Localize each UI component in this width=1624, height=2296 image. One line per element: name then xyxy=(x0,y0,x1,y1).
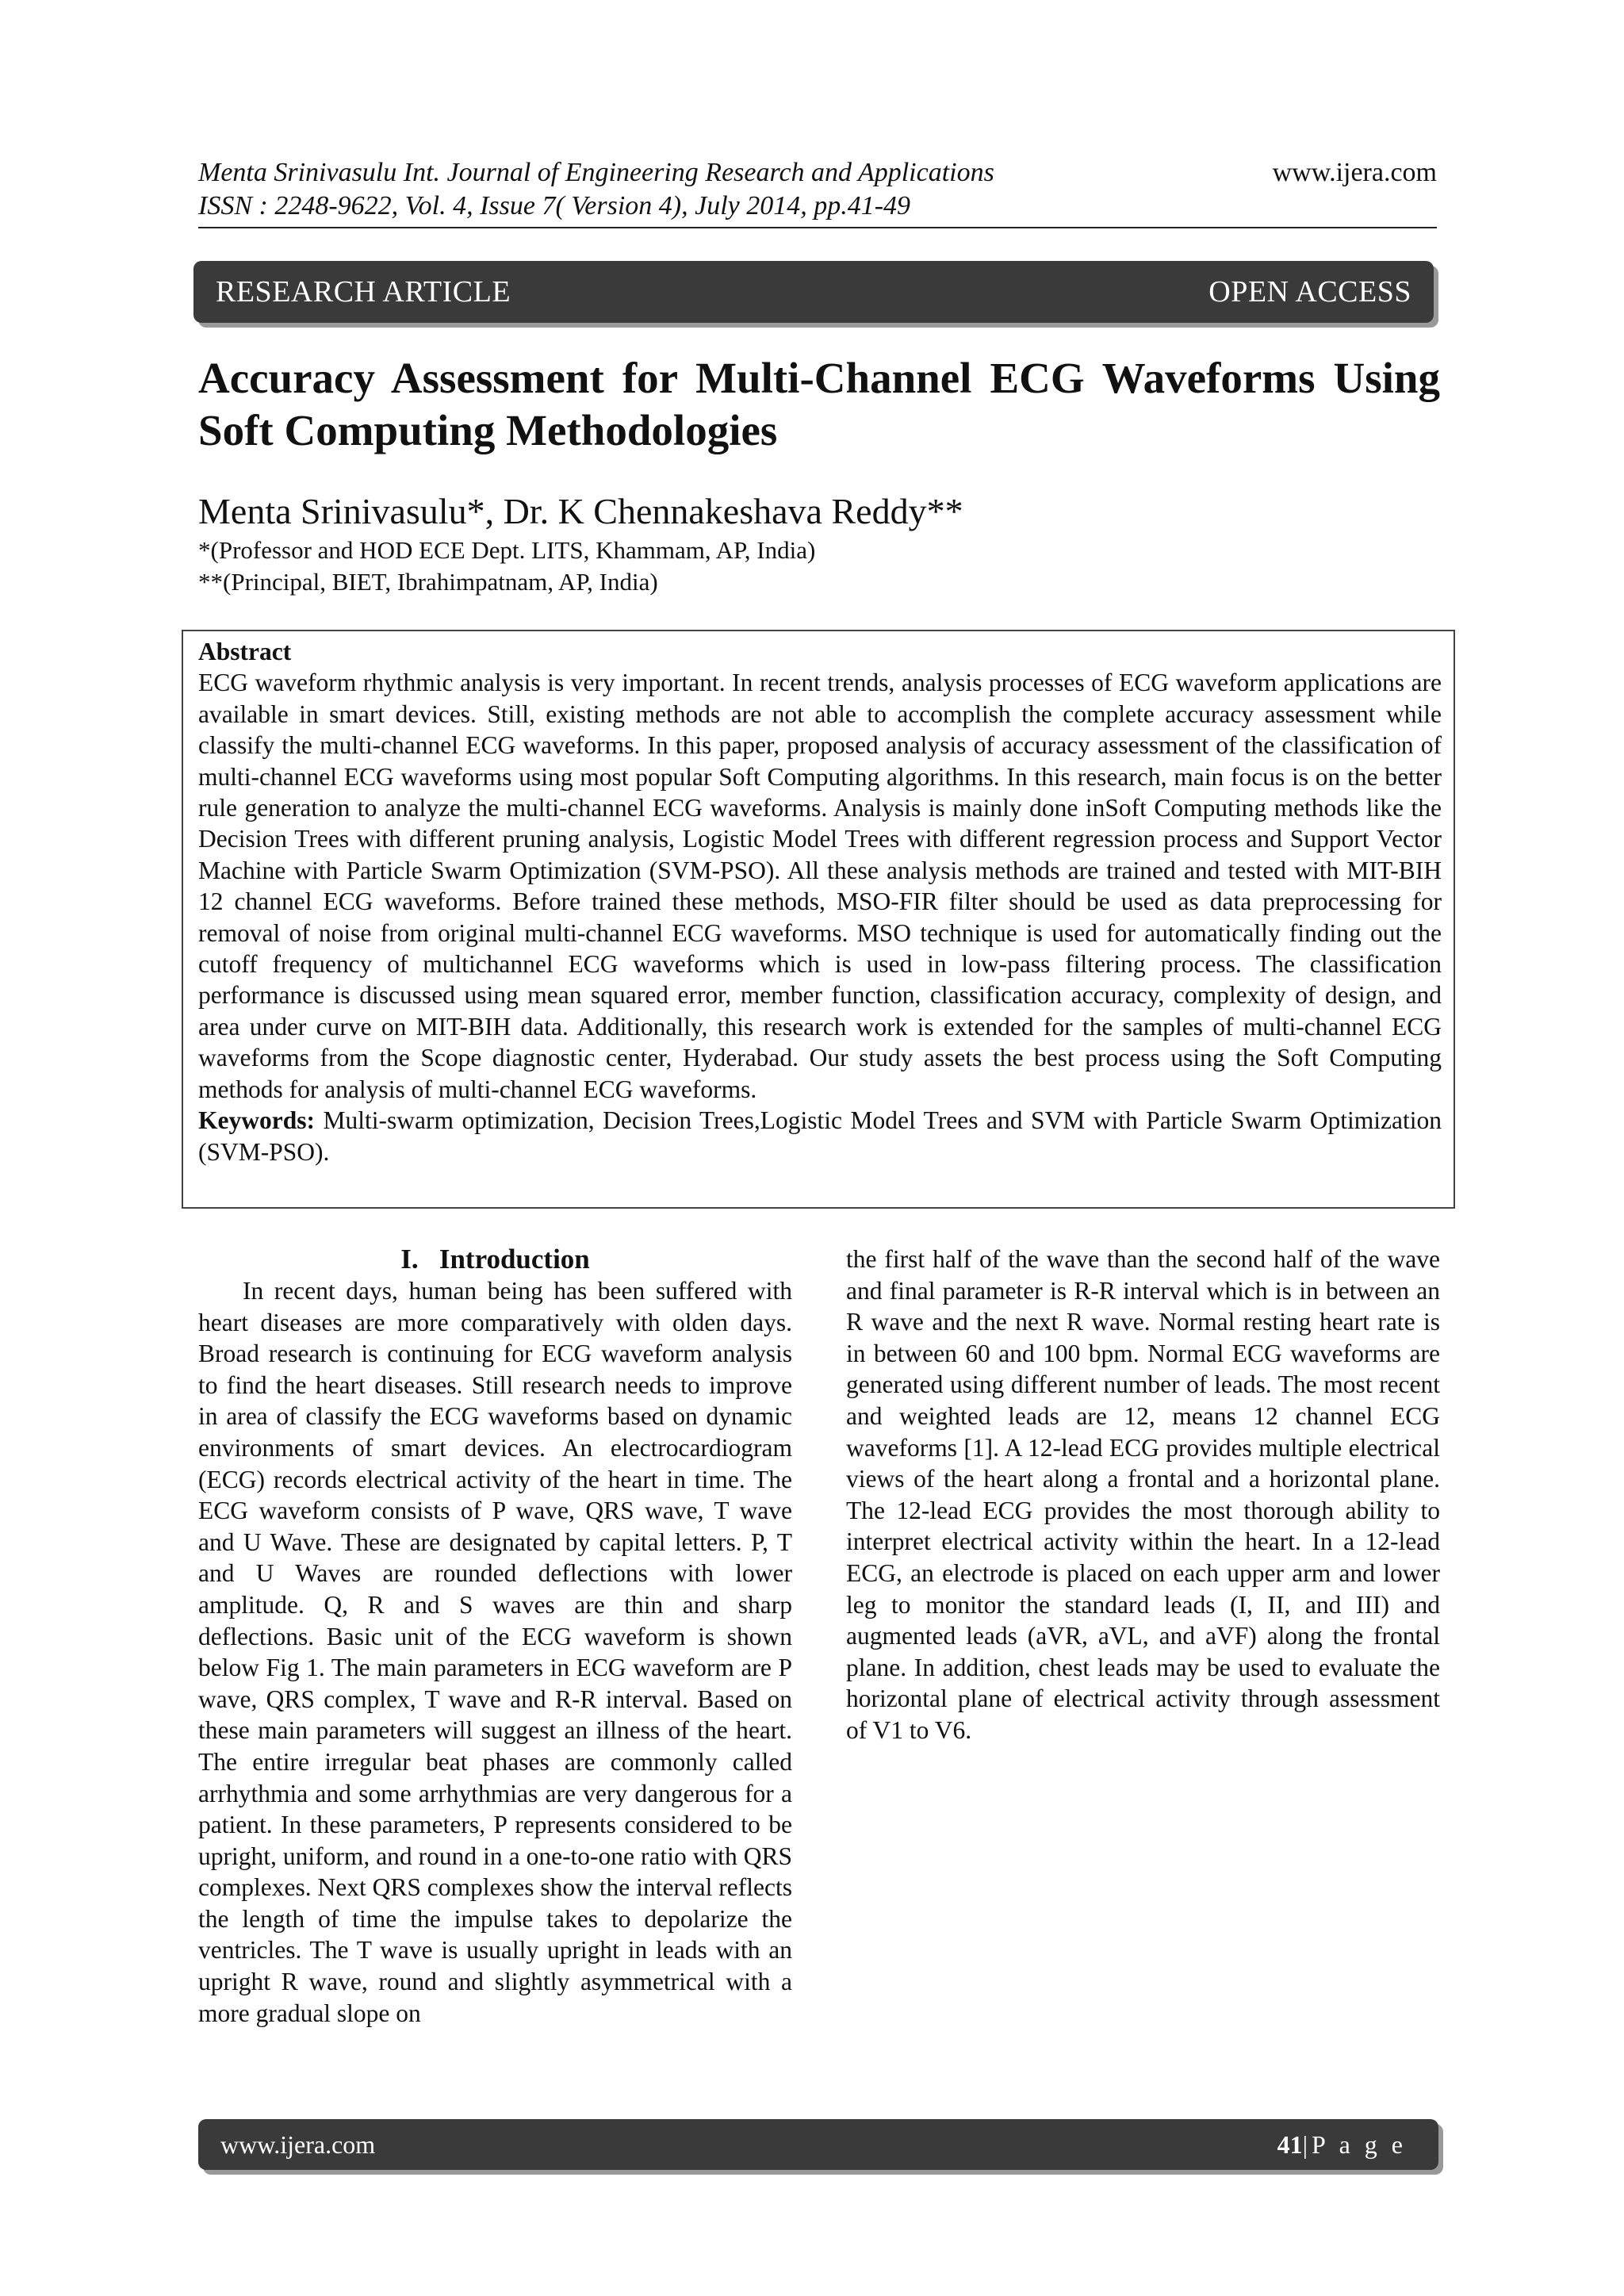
footer-website: www.ijera.com xyxy=(220,2129,376,2159)
access-label: OPEN ACCESS xyxy=(1208,275,1411,309)
intro-right-column xyxy=(846,1244,1440,1746)
keywords-label: Keywords: xyxy=(198,1106,315,1135)
paper-title-line-2: Soft Computing Methodologies xyxy=(198,406,778,454)
footer-band xyxy=(198,2119,1438,2170)
header-rule xyxy=(198,227,1437,228)
author-list: Menta Srinivasulu*, Dr. K Chennakeshava Reddy** xyxy=(198,491,963,531)
issn-line: ISSN : 2248-9622, Vol. 4, Issue 7( Version 4), July 2014, pp.41-49 xyxy=(198,191,911,220)
paper-title-line-1: Accuracy Assessment for Multi-Channel ECG Waveforms Using xyxy=(198,354,1440,402)
paper-title xyxy=(198,352,1440,457)
page-number xyxy=(1277,2130,1407,2160)
journal-name: Menta Srinivasulu Int. Journal of Engineering Research and Applications xyxy=(198,158,994,187)
header-website: www.ijera.com xyxy=(1272,158,1437,187)
page-number-value: 41 xyxy=(1277,2129,1303,2159)
affiliation-1: *(Professor and HOD ECE Dept. LITS, Khammam, AP, India) xyxy=(198,536,816,564)
section-heading-introduction: I. Introduction xyxy=(400,1244,590,1274)
abstract-heading: Abstract xyxy=(198,638,292,665)
affiliation-2: **(Principal, BIET, Ibrahimpatnam, AP, India) xyxy=(198,568,658,596)
intro-left-column xyxy=(198,1244,792,2029)
page-label: |P a g e xyxy=(1302,2129,1407,2159)
keywords-text: Multi-swarm optimization, Decision Trees,Logistic Model Trees and SVM with Particle Swarm Optimization (SVM-PSO). xyxy=(198,1106,1442,1166)
article-type-band xyxy=(193,261,1434,323)
intro-paragraph-1: In recent days, human being has been suffered with heart diseases are more comparatively with olden days. Broad research is continuing for ECG waveform analysis to find the heart diseases. Still research needs to improve in area of classify the ECG waveforms based on dynamic environments of smart devices. An electrocardiogram (ECG) records electrical activity of the heart in time. The ECG waveform consists of P wave, QRS wave, T wave and U Wave. These are designated by capital letters. P, T and U Waves are rounded deflections with lower amplitude. Q, R and S waves are thin and sharp deflections. Basic unit of the ECG waveform is shown below Fig 1. The main parameters in ECG waveform are P wave, QRS complex, T wave and R-R interval. Based on these main parameters will suggest an illness of the heart. The entire irregular beat phases are commonly called arrhythmia and some arrhythmias are very dangerous for a patient. In these parameters, P represents considered to be upright, uniform, and round in a one-to-one ratio with QRS complexes. Next QRS complexes show the interval reflects the length of time the impulse takes to depolarize the ventricles. The T wave is usually upright in leads with an upright R wave, round and slightly asymmetrical with a more gradual slope on xyxy=(198,1277,792,2027)
abstract xyxy=(198,636,1442,1167)
abstract-body: ECG waveform rhythmic analysis is very important. In recent trends, analysis processes of ECG waveform applications are available in smart devices. Still, existing methods are not able to accomplish the complete accuracy assessment while classify the multi-channel ECG waveforms. In this paper, proposed analysis of accuracy assessment of the classification of multi-channel ECG waveforms using most popular Soft Computing algorithms. In this research, main focus is on the better rule generation to analyze the multi-channel ECG waveforms. Analysis is mainly done inSoft Computing methods like the Decision Trees with different pruning analysis, Logistic Model Trees with different regression process and Support Vector Machine with Particle Swarm Optimization (SVM-PSO). All these analysis methods are trained and tested with MIT-BIH 12 channel ECG waveforms. Before trained these methods, MSO-FIR filter should be used as data preprocessing for removal of noise from original multi-channel ECG waveforms. MSO technique is used for automatically finding out the cutoff frequency of multichannel ECG waveforms which is used in low-pass filtering process. The classification performance is discussed using mean squared error, member function, classification accuracy, complexity of design, and area under curve on MIT-BIH data. Additionally, this research work is extended for the samples of multi-channel ECG waveforms from the Scope diagnostic center, Hyderabad. Our study assets the best process using the Soft Computing methods for analysis of multi-channel ECG waveforms. xyxy=(198,669,1442,1103)
article-type-label: RESEARCH ARTICLE xyxy=(216,275,511,309)
intro-paragraph-continued: the first half of the wave than the second half of the wave and final parameter is R-R interval which is in between an R wave and the next R wave. Normal resting heart rate is in between 60 and 100 bpm. Normal ECG waveforms are generated using different number of leads. The most recent and weighted leads are 12, means 12 channel ECG waveforms [1]. A 12-lead ECG provides multiple electrical views of the heart along a frontal and a horizontal plane. The 12-lead ECG provides the most thorough ability to interpret electrical activity within the heart. In a 12-lead ECG, an electrode is placed on each upper arm and lower leg to monitor the standard leads (I, II, and III) and augmented leads (aVR, aVL, and aVF) along the frontal plane. In addition, chest leads may be used to evaluate the horizontal plane of electrical activity through assessment of V1 to V6. xyxy=(846,1245,1440,1744)
